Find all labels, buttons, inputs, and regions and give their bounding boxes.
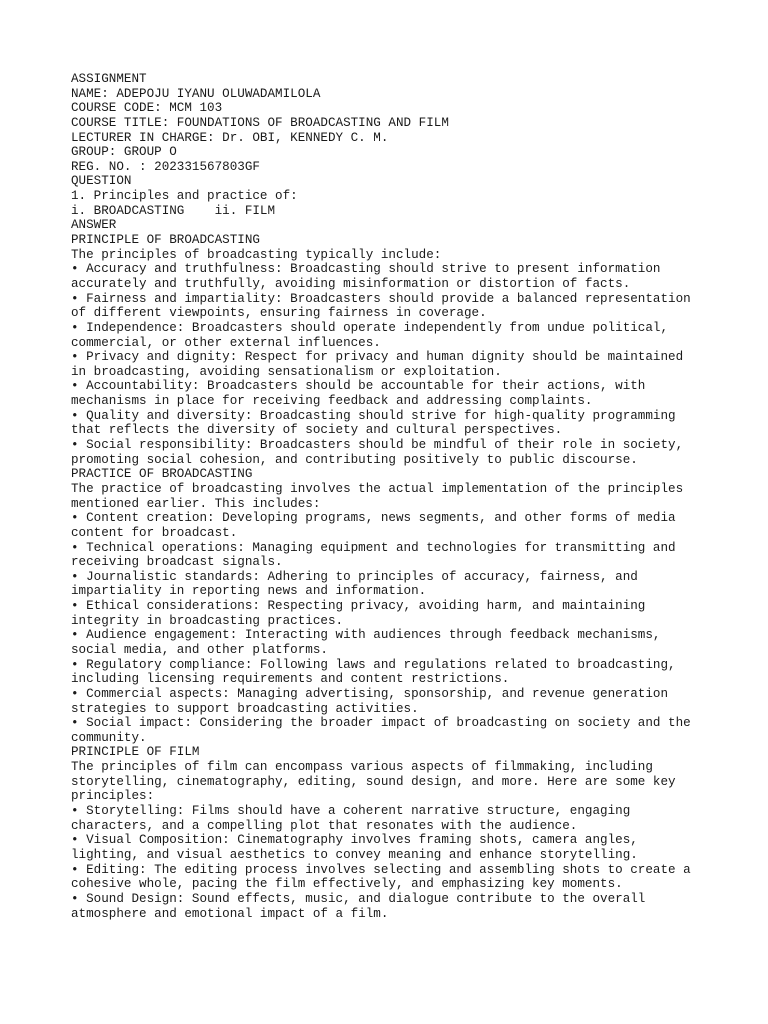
- heading-principle-film: PRINCIPLE OF FILM: [71, 745, 200, 760]
- text-line: promoting social cohesion, and contributing positively to public discourse.: [71, 452, 638, 467]
- course-code: COURSE CODE: MCM 103: [71, 101, 223, 116]
- bullet-line: • Audience engagement: Interacting with audiences through feedback mechanisms,: [71, 628, 661, 643]
- heading-principle-broadcasting: PRINCIPLE OF BROADCASTING: [71, 233, 260, 248]
- text-line: strategies to support broadcasting activities.: [71, 701, 419, 716]
- reg-number: REG. NO. : 202331567803GF: [71, 159, 260, 174]
- text-line: of different viewpoints, ensuring fairness in coverage.: [71, 306, 487, 321]
- text-line: accurately and truthfully, avoiding misinformation or distortion of facts.: [71, 276, 631, 291]
- bullet-line: • Storytelling: Films should have a coherent narrative structure, engaging: [71, 804, 631, 819]
- text-line: content for broadcast.: [71, 525, 238, 540]
- bullet-line: • Privacy and dignity: Respect for privacy and human dignity should be maintained: [71, 350, 684, 365]
- bullet-line: • Journalistic standards: Adhering to principles of accuracy, fairness, and: [71, 569, 638, 584]
- bullet-line: • Accountability: Broadcasters should be accountable for their actions, with: [71, 379, 646, 394]
- bullet-line: • Social impact: Considering the broader impact of broadcasting on society and the: [71, 716, 691, 731]
- bullet-line: • Quality and diversity: Broadcasting should strive for high-quality programming: [71, 408, 676, 423]
- bullet-line: • Social responsibility: Broadcasters should be mindful of their role in society,: [71, 438, 684, 453]
- bullet-line: • Content creation: Developing programs, news segments, and other forms of media: [71, 511, 676, 526]
- text-line: including licensing requirements and content restrictions.: [71, 672, 510, 687]
- bullet-line: • Ethical considerations: Respecting privacy, avoiding harm, and maintaining: [71, 599, 646, 614]
- bullet-line: • Technical operations: Managing equipment and technologies for transmitting and: [71, 540, 676, 555]
- group: GROUP: GROUP O: [71, 145, 177, 160]
- heading-question: QUESTION: [71, 174, 132, 189]
- question-parts: i. BROADCASTING ii. FILM: [71, 203, 276, 218]
- course-title: COURSE TITLE: FOUNDATIONS OF BROADCASTING AND FILM: [71, 115, 449, 130]
- bullet-line: • Visual Composition: Cinematography involves framing shots, camera angles,: [71, 833, 638, 848]
- text-line: characters, and a compelling plot that resonates with the audience.: [71, 818, 578, 833]
- bullet-line: • Editing: The editing process involves selecting and assembling shots to create a: [71, 862, 691, 877]
- text-line: impartiality in reporting news and information.: [71, 584, 427, 599]
- document-page: [71, 72, 711, 921]
- bullet-line: • Regulatory compliance: Following laws and regulations related to broadcasting,: [71, 657, 676, 672]
- text-line: The principles of broadcasting typically include:: [71, 247, 442, 262]
- question-text: 1. Principles and practice of:: [71, 189, 298, 204]
- bullet-line: • Accuracy and truthfulness: Broadcasting should strive to present information: [71, 262, 661, 277]
- text-line: community.: [71, 730, 147, 745]
- text-line: cohesive whole, pacing the film effectively, and emphasizing key moments.: [71, 877, 623, 892]
- text-line: that reflects the diversity of society and cultural perspectives.: [71, 423, 563, 438]
- bullet-line: • Independence: Broadcasters should operate independently from undue political,: [71, 320, 669, 335]
- text-line: The principles of film can encompass various aspects of filmmaking, including: [71, 760, 653, 775]
- text-line: storytelling, cinematography, editing, sound design, and more. Here are some key: [71, 774, 676, 789]
- text-line: receiving broadcast signals.: [71, 555, 283, 570]
- heading-answer: ANSWER: [71, 218, 117, 233]
- text-line: in broadcasting, avoiding sensationalism or exploitation.: [71, 364, 502, 379]
- text-line: The practice of broadcasting involves the actual implementation of the principles: [71, 481, 684, 496]
- bullet-line: • Sound Design: Sound effects, music, and dialogue contribute to the overall: [71, 891, 646, 906]
- student-name: NAME: ADEPOJU IYANU OLUWADAMILOLA: [71, 86, 321, 101]
- bullet-line: • Commercial aspects: Managing advertising, sponsorship, and revenue generation: [71, 686, 669, 701]
- text-line: atmosphere and emotional impact of a film.: [71, 906, 389, 921]
- text-line: mechanisms in place for receiving feedback and addressing complaints.: [71, 394, 593, 409]
- heading-practice-broadcasting: PRACTICE OF BROADCASTING: [71, 467, 253, 482]
- text-line: social media, and other platforms.: [71, 642, 328, 657]
- text-line: principles:: [71, 789, 155, 804]
- text-line: integrity in broadcasting practices.: [71, 613, 344, 628]
- lecturer: LECTURER IN CHARGE: Dr. OBI, KENNEDY C. M.: [71, 130, 389, 145]
- text-line: mentioned earlier. This includes:: [71, 496, 321, 511]
- heading-assignment: ASSIGNMENT: [71, 72, 147, 86]
- bullet-line: • Fairness and impartiality: Broadcasters should provide a balanced representation: [71, 291, 691, 306]
- text-line: lighting, and visual aesthetics to convey meaning and enhance storytelling.: [71, 847, 638, 862]
- text-line: commercial, or other external influences.: [71, 335, 381, 350]
